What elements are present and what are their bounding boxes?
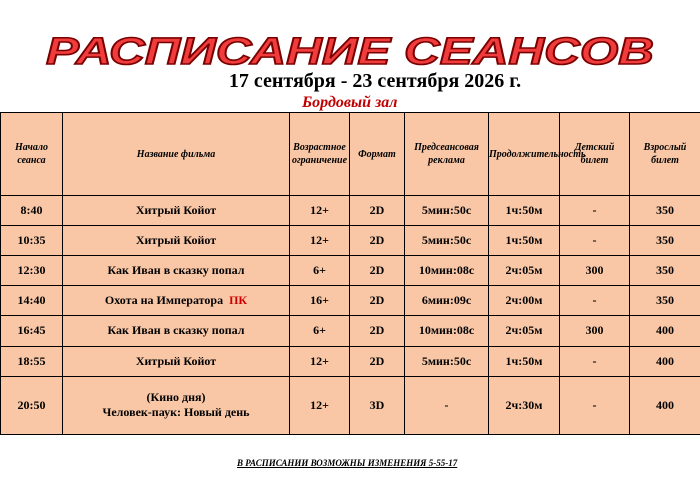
film-title: Человек-паук: Новый день bbox=[102, 405, 250, 420]
cell-duration: 1ч:50м bbox=[489, 226, 560, 256]
cell-ads: 5мин:50с bbox=[405, 226, 489, 256]
schedule-table bbox=[0, 112, 700, 435]
cell-adult-price: 350 bbox=[630, 256, 700, 286]
cell-child-price: - bbox=[560, 196, 630, 226]
cell-duration: 2ч:00м bbox=[489, 286, 560, 316]
cell-start: 8:40 bbox=[1, 196, 63, 226]
cell-ads: 10мин:08с bbox=[405, 256, 489, 286]
cell-child-price: - bbox=[560, 286, 630, 316]
cell-start: 16:45 bbox=[1, 316, 63, 346]
cell-adult-price: 350 bbox=[630, 226, 700, 256]
cell-child-price: 300 bbox=[560, 316, 630, 346]
header-start: Начало сеанса bbox=[1, 113, 63, 196]
schedule-title-text: РАСПИСАНИЕ СЕАНСОВ bbox=[46, 31, 654, 73]
table-row bbox=[1, 316, 700, 346]
cell-age: 6+ bbox=[290, 316, 350, 346]
cell-duration: 2ч:05м bbox=[489, 256, 560, 286]
pk-badge: ПК bbox=[229, 293, 248, 308]
hall-name: Бордовый зал bbox=[302, 94, 398, 111]
film-title: Как Иван в сказку попал bbox=[107, 263, 245, 278]
cell-adult-price: 400 bbox=[630, 316, 700, 346]
cell-ads: 6мин:09с bbox=[405, 286, 489, 316]
cell-format: 2D bbox=[350, 286, 405, 316]
cell-format: 3D bbox=[350, 376, 405, 434]
cell-age: 6+ bbox=[290, 256, 350, 286]
header-row bbox=[1, 113, 700, 196]
cell-age: 12+ bbox=[290, 376, 350, 434]
table-row bbox=[1, 196, 700, 226]
cell-child-price: 300 bbox=[560, 256, 630, 286]
film-title: Хитрый Койот bbox=[135, 203, 217, 218]
header-format: Формат bbox=[350, 113, 405, 196]
table-row bbox=[1, 286, 700, 316]
date-range: 17 сентября - 23 сентября 2026 г. bbox=[228, 70, 522, 92]
cell-start: 18:55 bbox=[1, 346, 63, 376]
cell-film bbox=[63, 226, 290, 256]
cell-film bbox=[63, 346, 290, 376]
cell-ads: 5мин:50с bbox=[405, 196, 489, 226]
header-child-ticket: Детский билет bbox=[560, 113, 630, 196]
cell-duration: 2ч:30м bbox=[489, 376, 560, 434]
header-adult-ticket: Взрослый билет bbox=[630, 113, 700, 196]
table-row bbox=[1, 376, 700, 434]
cell-film bbox=[63, 196, 290, 226]
cell-film bbox=[63, 376, 290, 434]
cell-format: 2D bbox=[350, 256, 405, 286]
cell-ads: - bbox=[405, 376, 489, 434]
cell-duration: 2ч:05м bbox=[489, 316, 560, 346]
cell-format: 2D bbox=[350, 316, 405, 346]
film-title: Хитрый Койот bbox=[135, 233, 217, 248]
table-row bbox=[1, 256, 700, 286]
cell-adult-price: 350 bbox=[630, 196, 700, 226]
cell-age: 12+ bbox=[290, 346, 350, 376]
cell-duration: 1ч:50м bbox=[489, 346, 560, 376]
cell-format: 2D bbox=[350, 346, 405, 376]
cell-format: 2D bbox=[350, 226, 405, 256]
table-row bbox=[1, 226, 700, 256]
cell-child-price: - bbox=[560, 376, 630, 434]
header-duration: Продолжительность bbox=[489, 113, 560, 196]
cell-start: 10:35 bbox=[1, 226, 63, 256]
header-age: Возрастное ограничение bbox=[290, 113, 350, 196]
cell-age: 12+ bbox=[290, 226, 350, 256]
cell-duration: 1ч:50м bbox=[489, 196, 560, 226]
cell-start: 20:50 bbox=[1, 376, 63, 434]
film-title: Охота на Императора bbox=[104, 293, 224, 308]
cell-start: 14:40 bbox=[1, 286, 63, 316]
film-title: Как Иван в сказку попал bbox=[107, 323, 245, 338]
cell-format: 2D bbox=[350, 196, 405, 226]
cell-film bbox=[63, 286, 290, 316]
cell-ads: 10мин:08с bbox=[405, 316, 489, 346]
header-film: Название фильма bbox=[63, 113, 290, 196]
cell-age: 12+ bbox=[290, 196, 350, 226]
cell-age: 16+ bbox=[290, 286, 350, 316]
cell-child-price: - bbox=[560, 226, 630, 256]
film-title: Хитрый Койот bbox=[135, 353, 217, 368]
cell-adult-price: 400 bbox=[630, 346, 700, 376]
cell-film bbox=[63, 316, 290, 346]
cell-ads: 5мин:50с bbox=[405, 346, 489, 376]
schedule-footer-note: В РАСПИСАНИИ ВОЗМОЖНЫ ИЗМЕНЕНИЯ 5-55-17 bbox=[237, 458, 458, 468]
cell-adult-price: 400 bbox=[630, 376, 700, 434]
header-ads: Предсеансовая реклама bbox=[405, 113, 489, 196]
cell-film bbox=[63, 256, 290, 286]
cell-start: 12:30 bbox=[1, 256, 63, 286]
cell-adult-price: 350 bbox=[630, 286, 700, 316]
cell-child-price: - bbox=[560, 346, 630, 376]
film-note: (Кино дня) bbox=[146, 390, 206, 405]
table-row bbox=[1, 346, 700, 376]
